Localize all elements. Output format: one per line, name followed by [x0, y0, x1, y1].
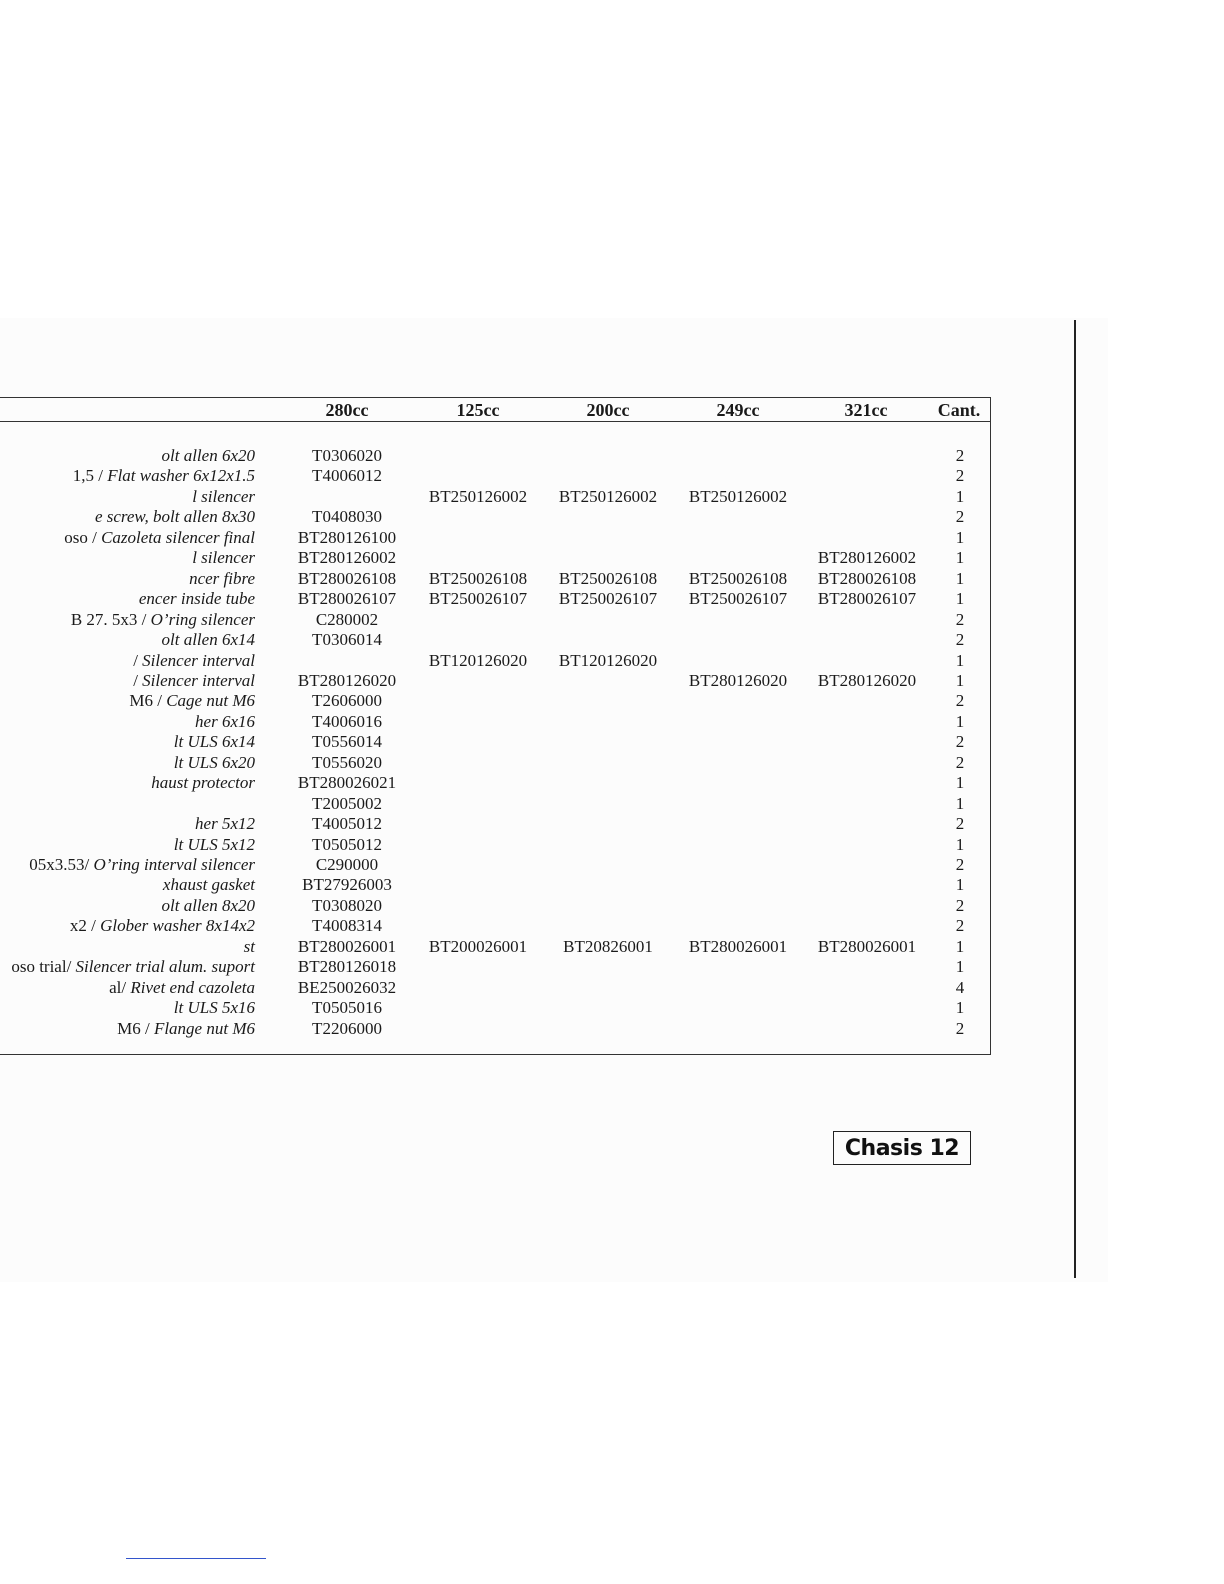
table-row — [0, 814, 1000, 834]
part-description — [174, 753, 255, 773]
part-number-280cc: T0306014 — [312, 630, 382, 650]
part-description-spanish: al/ — [109, 977, 131, 997]
table-row — [0, 589, 1000, 609]
part-description-english: l silencer — [192, 548, 255, 568]
part-number-249cc: BT250126002 — [688, 486, 788, 506]
part-description-english: olt allen 6x20 — [161, 446, 255, 465]
quantity-cell: 2 — [955, 466, 965, 486]
part-number-249cc: BT280126020 — [688, 670, 788, 690]
part-number-280cc: BT280126002 — [297, 548, 397, 568]
part-description-english: her 6x16 — [195, 711, 255, 731]
part-number-280cc: BT27926003 — [302, 875, 392, 895]
quantity-cell: 2 — [955, 814, 965, 834]
part-number-321cc: BT280026001 — [817, 936, 917, 956]
table-row — [0, 875, 1000, 895]
quantity-cell: 2 — [955, 507, 965, 527]
part-number-200cc: BT120126020 — [558, 650, 658, 670]
part-description — [133, 671, 255, 691]
quantity-cell: 2 — [955, 630, 965, 650]
table-header-divider — [0, 421, 990, 422]
part-description-english: Glober washer 8x14x2 — [100, 916, 255, 936]
table-row — [0, 630, 1000, 650]
part-description — [192, 548, 255, 568]
column-header-200cc: 200cc — [586, 400, 630, 420]
part-number-321cc: BT280026108 — [817, 568, 917, 588]
part-number-200cc: BT250026107 — [558, 589, 658, 609]
part-number-280cc: T2005002 — [312, 793, 382, 813]
quantity-cell: 1 — [955, 998, 965, 1018]
table-row — [0, 916, 1000, 936]
quantity-cell: 2 — [955, 855, 965, 874]
table-row — [0, 998, 1000, 1018]
part-description-spanish: oso / — [64, 527, 102, 547]
part-number-280cc: C280002 — [315, 609, 379, 629]
quantity-cell: 1 — [955, 527, 965, 547]
part-description — [11, 957, 255, 977]
part-number-200cc: BT20826001 — [563, 936, 653, 956]
quantity-cell: 1 — [955, 548, 965, 568]
part-description — [162, 446, 255, 466]
quantity-cell: 1 — [955, 711, 965, 731]
part-description-english: Cage nut M6 — [166, 691, 255, 711]
quantity-cell: 2 — [955, 895, 965, 915]
part-number-280cc: T0308020 — [312, 895, 382, 915]
column-header-249cc: 249cc — [716, 400, 760, 420]
table-row — [0, 446, 1000, 466]
quantity-cell: 1 — [955, 773, 965, 793]
part-number-321cc: BT280126020 — [817, 670, 917, 690]
part-number-321cc: BT280126002 — [817, 548, 917, 568]
part-description-english: Cazoleta silencer final — [101, 527, 255, 547]
part-description-english: lt ULS 5x16 — [173, 998, 255, 1018]
part-description — [195, 814, 255, 834]
part-description — [163, 875, 255, 895]
part-number-280cc: T0306020 — [312, 446, 382, 465]
table-row — [0, 794, 1000, 814]
part-description — [162, 896, 255, 916]
part-description-english: e screw, bolt allen 8x30 — [94, 507, 255, 527]
footer-rule — [126, 1558, 266, 1559]
part-description-english: olt allen 8x20 — [161, 895, 255, 915]
part-description — [129, 691, 255, 711]
part-description-english: Silencer trial alum. suport — [75, 957, 255, 977]
quantity-cell: 1 — [955, 957, 965, 977]
part-description-english: ncer fibre — [189, 568, 255, 588]
part-number-280cc: BT280026021 — [297, 773, 397, 793]
table-row — [0, 835, 1000, 855]
part-description — [109, 978, 255, 998]
part-number-280cc: T4005012 — [312, 814, 382, 834]
page-label: Chasis 12 — [833, 1131, 971, 1165]
part-number-280cc: BT280026108 — [297, 568, 397, 588]
part-description — [71, 610, 255, 630]
part-description-english: O’ring silencer — [150, 609, 255, 629]
table-row — [0, 957, 1000, 977]
quantity-cell: 1 — [955, 793, 965, 813]
part-description-english: her 5x12 — [195, 814, 255, 834]
quantity-cell: 2 — [955, 752, 965, 772]
column-header-125cc: 125cc — [456, 400, 500, 420]
table-row — [0, 773, 1000, 793]
part-description — [151, 773, 255, 793]
table-row — [0, 896, 1000, 916]
part-number-125cc: BT200026001 — [428, 936, 528, 956]
part-number-280cc: T2606000 — [312, 691, 382, 711]
quantity-cell: 2 — [955, 446, 965, 465]
quantity-cell: 1 — [955, 589, 965, 609]
part-number-280cc: T0408030 — [312, 507, 382, 527]
quantity-cell: 1 — [955, 875, 965, 895]
quantity-cell: 2 — [955, 609, 965, 629]
part-description — [29, 855, 255, 875]
part-description-english: O’ring interval silencer — [93, 855, 255, 874]
part-description — [95, 507, 255, 527]
table-row — [0, 507, 1000, 527]
table-row — [0, 528, 1000, 548]
part-number-280cc: BT280026001 — [297, 936, 397, 956]
part-description — [195, 712, 255, 732]
part-number-249cc: BT250026107 — [688, 589, 788, 609]
column-header-quantity: Cant. — [937, 400, 981, 420]
table-row — [0, 548, 1000, 568]
table-row — [0, 651, 1000, 671]
part-description-spanish: 05x3.53/ — [29, 855, 94, 874]
part-description-spanish: oso trial/ — [11, 957, 76, 977]
part-number-249cc: BT250026108 — [688, 568, 788, 588]
part-number-321cc: BT280026107 — [817, 589, 917, 609]
part-description — [192, 487, 255, 507]
part-number-280cc: BT280026107 — [297, 589, 397, 609]
table-row — [0, 610, 1000, 630]
quantity-cell: 2 — [955, 691, 965, 711]
part-description — [162, 630, 255, 650]
part-description-english: Flange nut M6 — [153, 1018, 255, 1038]
part-description-spanish: / — [133, 650, 143, 670]
part-description — [174, 835, 255, 855]
quantity-cell: 2 — [955, 1018, 965, 1038]
part-description-spanish: x2 / — [69, 916, 101, 936]
table-row — [0, 712, 1000, 732]
part-number-125cc: BT250026108 — [428, 568, 528, 588]
part-number-125cc: BT250026107 — [428, 589, 528, 609]
part-number-280cc: T2206000 — [312, 1018, 382, 1038]
part-description — [133, 651, 255, 671]
part-number-125cc: BT250126002 — [428, 486, 528, 506]
part-description — [189, 569, 255, 589]
part-description-spanish: M6 / — [129, 691, 167, 711]
part-description-english: lt ULS 6x20 — [173, 752, 255, 772]
part-description — [244, 937, 255, 957]
table-row — [0, 671, 1000, 691]
part-number-280cc: BT280126020 — [297, 670, 397, 690]
table-row — [0, 937, 1000, 957]
part-number-280cc: BT280126100 — [297, 527, 397, 547]
part-description-english: Silencer interval — [142, 670, 255, 690]
part-description-english: xhaust gasket — [162, 875, 255, 895]
quantity-cell: 1 — [955, 936, 965, 956]
column-header-321cc: 321cc — [844, 400, 888, 420]
part-number-280cc: T0505012 — [312, 834, 382, 854]
table-row — [0, 978, 1000, 998]
quantity-cell: 1 — [955, 486, 965, 506]
part-number-280cc: T0556014 — [312, 732, 382, 752]
part-description-english: Silencer interval — [142, 650, 255, 670]
part-description-english: encer inside tube — [138, 589, 255, 609]
part-description-english: lt ULS 6x14 — [173, 732, 255, 752]
part-description — [117, 1019, 255, 1039]
quantity-cell: 1 — [955, 834, 965, 854]
table-row — [0, 487, 1000, 507]
part-number-280cc: T0556020 — [312, 752, 382, 772]
part-number-280cc: T0505016 — [312, 998, 382, 1018]
part-description-spanish: 1,5 / — [72, 466, 108, 486]
table-row — [0, 753, 1000, 773]
part-description-english: Rivet end cazoleta — [130, 977, 255, 997]
page-edge-rule — [1074, 320, 1076, 1278]
part-description — [70, 916, 255, 936]
table-row — [0, 1019, 1000, 1039]
table-row — [0, 569, 1000, 589]
part-description-english: lt ULS 5x12 — [173, 834, 255, 854]
part-number-125cc: BT120126020 — [428, 650, 528, 670]
table-row — [0, 466, 1000, 486]
part-number-280cc: T4006012 — [312, 466, 382, 486]
part-description — [139, 589, 255, 609]
quantity-cell: 1 — [955, 650, 965, 670]
part-number-249cc: BT280026001 — [688, 936, 788, 956]
part-number-200cc: BT250026108 — [558, 568, 658, 588]
quantity-cell: 1 — [955, 568, 965, 588]
part-description — [174, 732, 255, 752]
part-number-280cc: BE250026032 — [297, 977, 397, 997]
table-row — [0, 691, 1000, 711]
part-description-spanish: M6 / — [117, 1018, 154, 1038]
part-number-200cc: BT250126002 — [558, 486, 658, 506]
quantity-cell: 4 — [955, 977, 965, 997]
part-number-280cc: C290000 — [315, 855, 379, 874]
part-description-english: Flat washer 6x12x1.5 — [107, 466, 255, 486]
column-header-280cc: 280cc — [325, 400, 369, 420]
table-row — [0, 732, 1000, 752]
table-row — [0, 855, 1000, 875]
part-number-280cc: T4008314 — [312, 916, 382, 936]
quantity-cell: 2 — [955, 916, 965, 936]
quantity-cell: 1 — [955, 670, 965, 690]
part-description-spanish: B 27. 5x3 / — [70, 609, 151, 629]
part-description-english: st — [243, 936, 255, 956]
part-description-spanish: / — [133, 670, 143, 690]
part-number-280cc: T4006016 — [312, 711, 382, 731]
part-description-english: haust protector — [151, 773, 255, 793]
part-description — [64, 528, 255, 548]
part-description-english: l silencer — [192, 486, 255, 506]
quantity-cell: 2 — [955, 732, 965, 752]
part-description — [174, 998, 255, 1018]
part-description — [73, 466, 255, 486]
part-number-280cc: BT280126018 — [297, 957, 397, 977]
part-description-english: olt allen 6x14 — [161, 630, 255, 650]
